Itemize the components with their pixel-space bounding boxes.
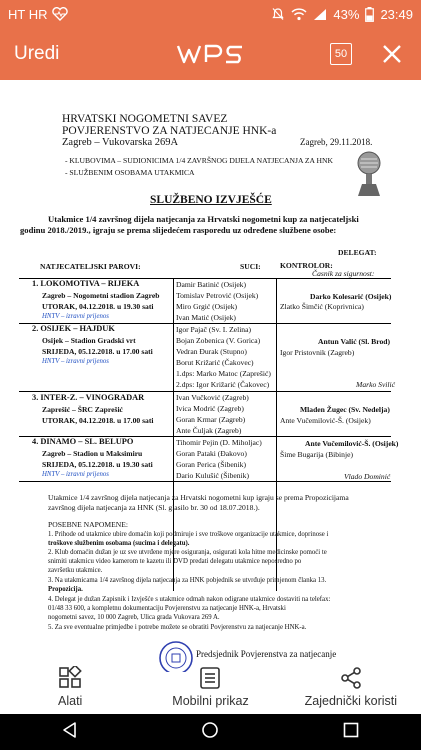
share-icon: [339, 665, 363, 691]
tools-grid-icon: [58, 665, 82, 691]
battery-percent: 43%: [333, 6, 360, 22]
table-divider: [276, 278, 277, 591]
bottom-toolbar: [0, 672, 421, 714]
share-label: Zajednički koristi: [304, 694, 398, 708]
col-controller: KONTROLOR:: [280, 261, 333, 270]
share-button[interactable]: [281, 672, 421, 714]
referee: Goran Krmar (Zagreb): [176, 415, 246, 424]
match-venue: Zagreb – Stadion u Maksimiru: [42, 449, 143, 458]
note-line: 2. Klub domaćin dužan je uz sve utvrđene mjere osiguranja, osigurati kola hitne medicinske pomoći te: [48, 549, 327, 556]
delegate: Mladen Žugec (Sv. Nedelja): [300, 405, 390, 414]
match-tv: HNTV – izravni prijenos: [42, 358, 109, 365]
body-text: završnog dijela natjecanja za HNK (Sl. glasilo br. 30 od 18.07.2018.).: [48, 503, 260, 512]
intro-line: godinu 2018./2019., igraju se prema slijedećem rasporedu uz određene službene osobe:: [20, 225, 337, 235]
match-name: 4. DINAMO – SL. BELUPO: [32, 437, 134, 446]
referee: Bojan Zobenica (V. Gorica): [176, 336, 261, 345]
note-line: 5. Za sve eventualne primjedbe i potrebe možete se obratiti Povjerenstvu za natjecanje HNK-a.: [48, 624, 307, 631]
match-time: UTORAK, 04.12.2018. u 17.00 sati: [42, 416, 154, 425]
table-rule: [19, 481, 391, 482]
carrier-label: HT HR: [8, 6, 48, 22]
delegate: Darko Kolesarić (Osijek): [310, 292, 392, 301]
wifi-icon: [291, 8, 307, 21]
tools-button[interactable]: [0, 672, 140, 714]
close-icon[interactable]: [382, 44, 402, 69]
note-line: 01/48 33 600, a kompletnu dokumentaciju Povjerenstvu za natjecanje HNK-a, Hrvatski: [48, 605, 286, 612]
match-venue: Osijek – Stadion Gradski vrt: [42, 336, 136, 345]
referee: Goran Perica (Šibenik): [176, 460, 247, 469]
note-line: troškove službenim osobama (sucima i delegatu).: [48, 540, 190, 547]
signature-title: Predsjednik Povjerenstva za natjecanje: [196, 649, 337, 659]
delegate: Antun Valić (Sl. Brod): [318, 337, 391, 346]
mobile-view-label: Mobilni prikaz: [172, 694, 249, 708]
system-nav-bar: [0, 714, 421, 750]
match-name: 1. LOKOMOTIVA – RIJEKA: [32, 279, 140, 288]
col-security: Časnik za sigurnost:: [312, 269, 375, 278]
org-name: HRVATSKI NOGOMETNI SAVEZ: [62, 113, 228, 125]
body-text: Utakmice 1/4 završnog dijela natjecanja za Hrvatski nogometni kup igraju se prema Propozicijama: [48, 493, 349, 502]
back-icon[interactable]: [61, 721, 79, 744]
note-line: 3. Na utakmicama 1/4 završnog dijela natjecanja za HNK pobjednik se utvrđuje primjenom članka 13.: [48, 577, 327, 584]
referee: Ivan Vučković (Zagreb): [176, 393, 249, 402]
match-tv: HNTV – izravni prijenos: [42, 471, 109, 478]
signal-icon: [313, 8, 327, 21]
status-bar: [0, 0, 421, 28]
referee: Borut Križarić (Čakovec): [176, 358, 254, 367]
referee: 1.dps: Marko Matoc (Zaprešić): [176, 369, 271, 378]
match-venue: Zagreb – Nogometni stadion Zagreb: [42, 291, 160, 300]
microphone-emblem-icon: [352, 150, 386, 205]
table-rule: [19, 391, 391, 392]
referee: Igor Pajač (Sv. I. Zelina): [176, 325, 251, 334]
org-address: Zagreb – Vukovarska 269A: [62, 137, 179, 148]
home-icon[interactable]: [201, 721, 219, 744]
recents-icon[interactable]: [342, 721, 360, 744]
mute-icon: [271, 7, 285, 21]
referee: Ivan Matić (Osijek): [176, 313, 236, 322]
match-venue: Zaprešić – ŠRC Zaprešić: [42, 405, 123, 414]
referee: Ante Čuljak (Zagreb): [176, 426, 242, 435]
org-subname: POVJERENSTVO ZA NATJECANJE HNK-a: [62, 125, 277, 137]
referee: Damir Batinić (Osijek): [176, 280, 247, 289]
wps-logo-icon: [176, 42, 248, 71]
note-line: 4. Delegat je dužan Zapisnik i Izvješće s utakmice odmah nakon odigrane utakmice dostaviti na telefax:: [48, 596, 331, 603]
controller: Zlatko Šimčić (Koprivnica): [280, 302, 364, 311]
referee: Ivica Modrić (Zagreb): [176, 404, 244, 413]
referee: Tomislav Petrović (Osijek): [176, 291, 259, 300]
match-time: UTORAK, 04.12.2018. u 19.30 sati: [42, 302, 154, 311]
tools-label: Alati: [58, 694, 83, 708]
delegate: Ante Vučemilović-Š. (Osijek): [305, 439, 399, 448]
col-refs: SUCI:: [240, 262, 261, 271]
doc-date: Zagreb, 29.11.2018.: [300, 137, 373, 147]
referee: Goran Pataki (Đakovo): [176, 449, 247, 458]
referee: 2.dps: Igor Križarić (Čakovec): [176, 380, 270, 389]
mobile-view-icon: [198, 665, 222, 691]
clock: 23:49: [380, 6, 413, 22]
app-toolbar: [0, 28, 421, 80]
match-time: SRIJEDA, 05.12.2018. u 19.30 sati: [42, 460, 153, 469]
referee: Miro Grgić (Osijek): [176, 302, 238, 311]
page-count-button[interactable]: 50: [330, 43, 352, 65]
health-icon: [52, 7, 68, 21]
security-officer: Marko Svilić: [356, 380, 396, 389]
note-line: Propozicija.: [48, 586, 83, 593]
recipient-line: - SLUŽBENIM OSOBAMA UTAKMICA: [65, 168, 195, 177]
battery-icon: [365, 7, 374, 22]
report-title: SLUŽBENO IZVJEŠĆE: [150, 194, 272, 206]
intro-line: Utakmice 1/4 završnog dijela natjecanja za Hrvatski nogometni kup za natjecateljski: [48, 214, 359, 224]
note-line: snimiti utakmicu video kamerom te kazetu ili DVD predati delegatu utakmice neposredno po: [48, 558, 302, 565]
col-pairs: NATJECATELJSKI PAROVI:: [40, 262, 141, 271]
match-name: 3. INTER-Z. – VINOGRADAR: [32, 393, 145, 402]
controller: Igor Pristovnik (Zagreb): [280, 348, 355, 357]
note-line: završetku utakmice.: [48, 567, 103, 574]
controller: Šime Bugarija (Bibinje): [280, 450, 353, 459]
stamp-seal-icon: [158, 640, 194, 672]
note-line: 1. Prihode od utakmice ubire domaćin koji podmiruje i sve troškove organizacije utakmice, doprinose i: [48, 531, 329, 538]
referee: Tihomir Pejin (D. Miholjac): [176, 438, 262, 447]
note-line: nogometni savez, 10 000 Zagreb, Ulica grada Vukovara 269 A.: [48, 614, 220, 621]
security-officer: Vlado Dominić: [344, 472, 391, 481]
match-tv: HNTV – izravni prijenos: [42, 313, 109, 320]
document-page[interactable]: [0, 80, 421, 672]
edit-button[interactable]: Uredi: [14, 43, 60, 64]
controller: Ante Vučemilović-Š. (Osijek): [280, 416, 371, 425]
recipient-line: - KLUBOVIMA – SUDIONICIMA 1/4 ZAVRŠNOG DIJELA NATJECANJA ZA HNK: [65, 156, 333, 165]
mobile-view-button[interactable]: [140, 672, 280, 714]
referee: Vedran Đurak (Stupno): [176, 347, 247, 356]
referee: Dario Kulušić (Šibenik): [176, 471, 249, 480]
col-delegate: DELEGAT:: [338, 248, 377, 257]
match-name: 2. OSIJEK – HAJDUK: [32, 324, 115, 333]
match-time: SRIJEDA, 05.12.2018. u 17.00 sati: [42, 347, 153, 356]
notes-title: POSEBNE NAPOMENE:: [48, 520, 128, 529]
